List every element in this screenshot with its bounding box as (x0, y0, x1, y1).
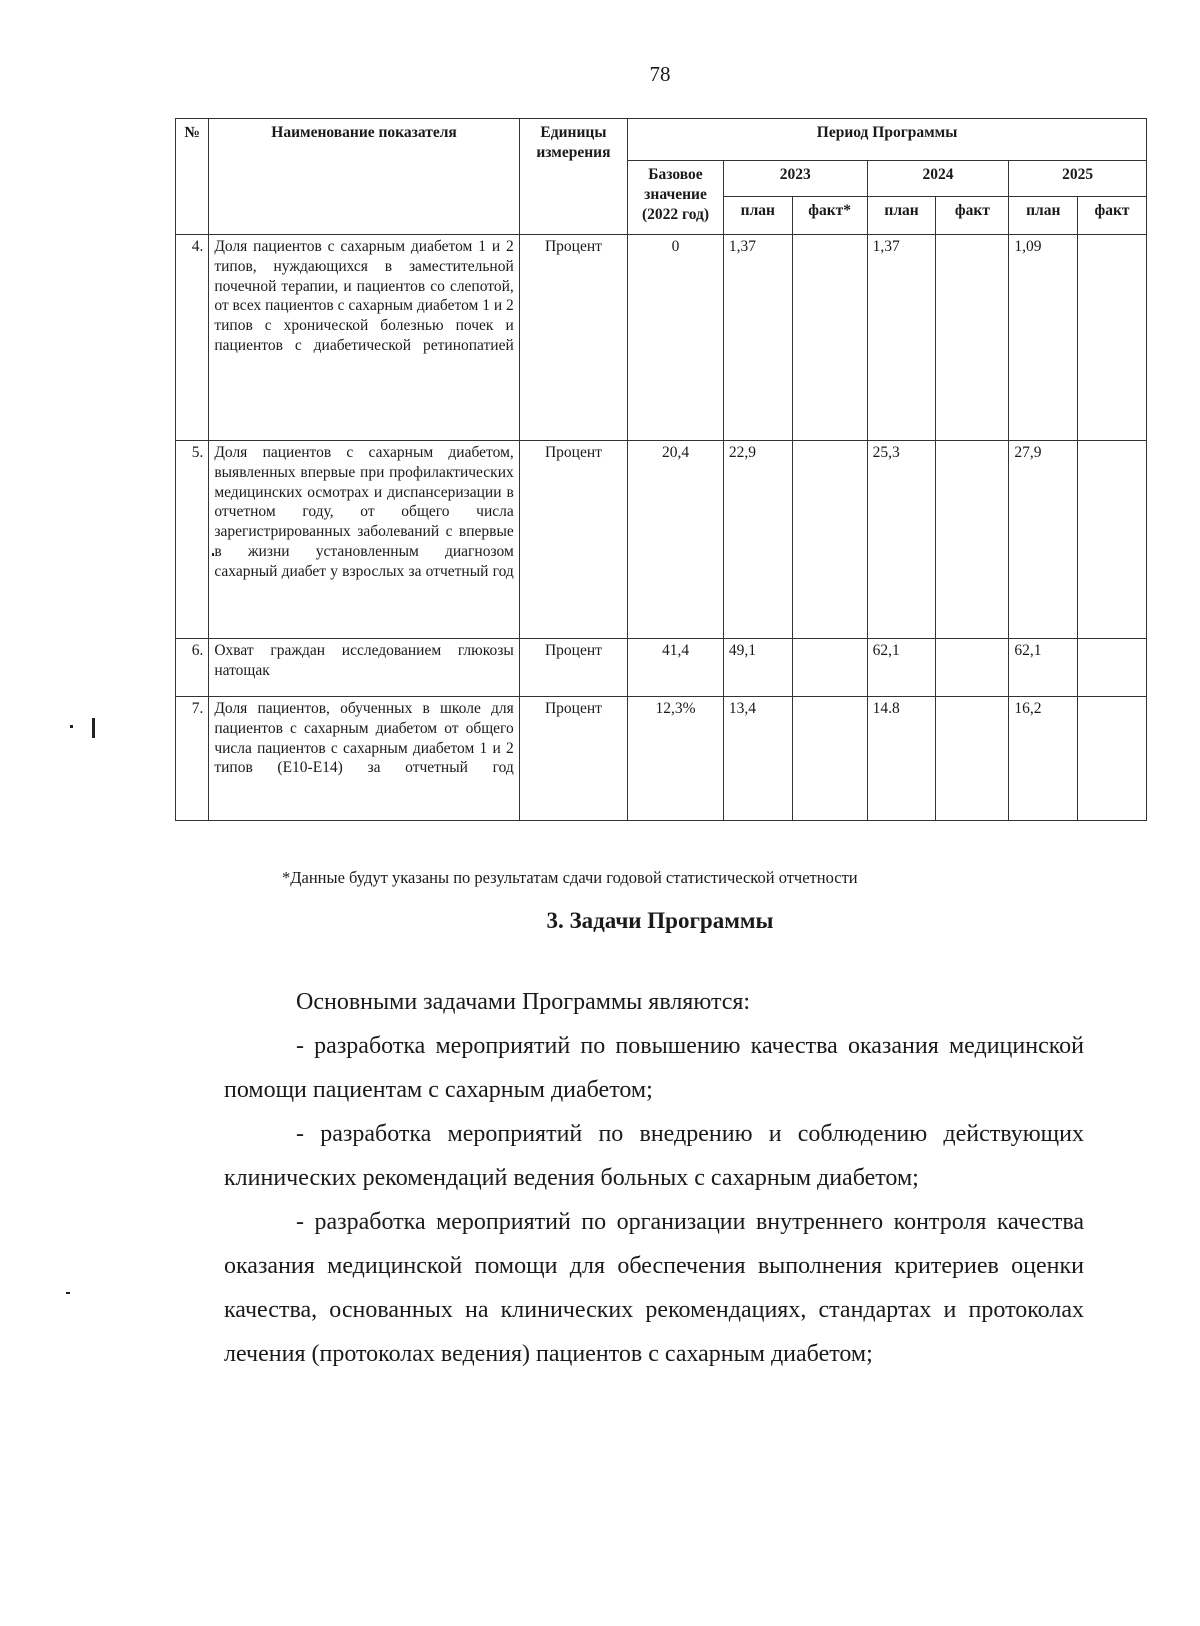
plan-2024-cell: 1,37 (867, 235, 936, 441)
header-plan-2024: план (867, 197, 936, 235)
header-name: Наименование показателя (209, 119, 519, 235)
body-text (224, 980, 1084, 1376)
fact-2024-cell (936, 697, 1009, 821)
fact-2023-cell (792, 235, 867, 441)
page-number: 78 (649, 62, 671, 86)
base-value-cell: 41,4 (628, 639, 724, 697)
header-plan-2023: план (723, 197, 792, 235)
section-title: 3. Задачи Программы (546, 908, 774, 933)
plan-2024-cell: 14.8 (867, 697, 936, 821)
plan-2023-cell: 49,1 (723, 639, 792, 697)
unit-cell: Процент (519, 639, 627, 697)
fact-2024-cell (936, 441, 1009, 639)
fact-2025-cell (1078, 235, 1147, 441)
table-row (176, 235, 1147, 441)
plan-2025-cell: 27,9 (1009, 441, 1078, 639)
fact-2024-cell (936, 639, 1009, 697)
header-plan-2025: план (1009, 197, 1078, 235)
plan-2024-cell: 25,3 (867, 441, 936, 639)
header-base-value: Базовое значение (2022 год) (628, 161, 724, 235)
fact-2024-cell (936, 235, 1009, 441)
plan-2024-cell: 62,1 (867, 639, 936, 697)
fact-2025-cell (1078, 441, 1147, 639)
header-year-2023: 2023 (723, 161, 867, 197)
base-value-cell: 12,3% (628, 697, 724, 821)
plan-2023-cell: 13,4 (723, 697, 792, 821)
plan-2023-cell: 22,9 (723, 441, 792, 639)
base-value-cell: 20,4 (628, 441, 724, 639)
indicator-name: Доля пациентов с сахарным диабетом, выявленных впервые при профилактических медицинских осмотрах и диспансеризации в отчетном году, от общего числа зарегистрированных заболеваний с впервые в жизни установленным диагнозом сахарный диабет у взрослых за отчетный год (209, 441, 519, 639)
plan-2023-cell: 1,37 (723, 235, 792, 441)
row-number: 7. (176, 697, 209, 821)
footnote: *Данные будут указаны по результатам сдачи годовой статистической отчетности (282, 868, 858, 887)
scan-speck (66, 1292, 70, 1294)
fact-2025-cell (1078, 639, 1147, 697)
header-year-2025: 2025 (1009, 161, 1147, 197)
unit-cell: Процент (519, 235, 627, 441)
plan-2025-cell: 1,09 (1009, 235, 1078, 441)
indicator-name: Доля пациентов с сахарным диабетом 1 и 2 типов, нуждающихся в заместительной почечной терапии, и пациентов со слепотой, от всех пациентов с сахарным диабетом 1 и 2 типов с хронической болезнью почек и пациентов с диабетической ретинопатией (209, 235, 519, 441)
fact-2023-cell (792, 697, 867, 821)
scan-speck (92, 718, 95, 738)
paragraph-task-2: - разработка мероприятий по внедрению и соблюдению действующих клинических рекомендаций ведения больных с сахарным диабетом; (224, 1121, 1084, 1191)
plan-2025-cell: 62,1 (1009, 639, 1078, 697)
indicators-table (175, 118, 1147, 821)
scan-speck (212, 553, 214, 556)
row-number: 4. (176, 235, 209, 441)
indicator-name: Доля пациентов, обученных в школе для пациентов с сахарным диабетом от общего числа пациентов с сахарным диабетом 1 и 2 типов (Е10-Е14) за отчетный год (209, 697, 519, 821)
header-fact-2023: факт* (792, 197, 867, 235)
fact-2025-cell (1078, 697, 1147, 821)
row-number: 5. (176, 441, 209, 639)
paragraph-intro: Основными задачами Программы являются: (296, 989, 751, 1015)
table-row (176, 441, 1147, 639)
table-row (176, 697, 1147, 821)
unit-cell: Процент (519, 441, 627, 639)
header-period: Период Программы (628, 119, 1147, 161)
plan-2025-cell: 16,2 (1009, 697, 1078, 821)
paragraph-task-1: - разработка мероприятий по повышению качества оказания медицинской помощи пациентам с сахарным диабетом; (224, 1033, 1084, 1103)
header-fact-2024: факт (936, 197, 1009, 235)
indicator-name: Охват граждан исследованием глюкозы натощак (209, 639, 519, 697)
scan-speck (70, 725, 73, 728)
fact-2023-cell (792, 639, 867, 697)
row-number: 6. (176, 639, 209, 697)
header-unit: Единицы измерения (519, 119, 627, 235)
unit-cell: Процент (519, 697, 627, 821)
header-year-2024: 2024 (867, 161, 1009, 197)
header-num: № (176, 119, 209, 235)
header-fact-2025: факт (1078, 197, 1147, 235)
fact-2023-cell (792, 441, 867, 639)
base-value-cell: 0 (628, 235, 724, 441)
paragraph-task-3: - разработка мероприятий по организации внутреннего контроля качества оказания медицинской помощи для обеспечения выполнения критериев оценки качества, основанных на клинических рекомендациях, стандартах и протоколах лечения (протоколах ведения) пациентов с сахарным диабетом; (224, 1209, 1084, 1367)
table-row (176, 639, 1147, 697)
